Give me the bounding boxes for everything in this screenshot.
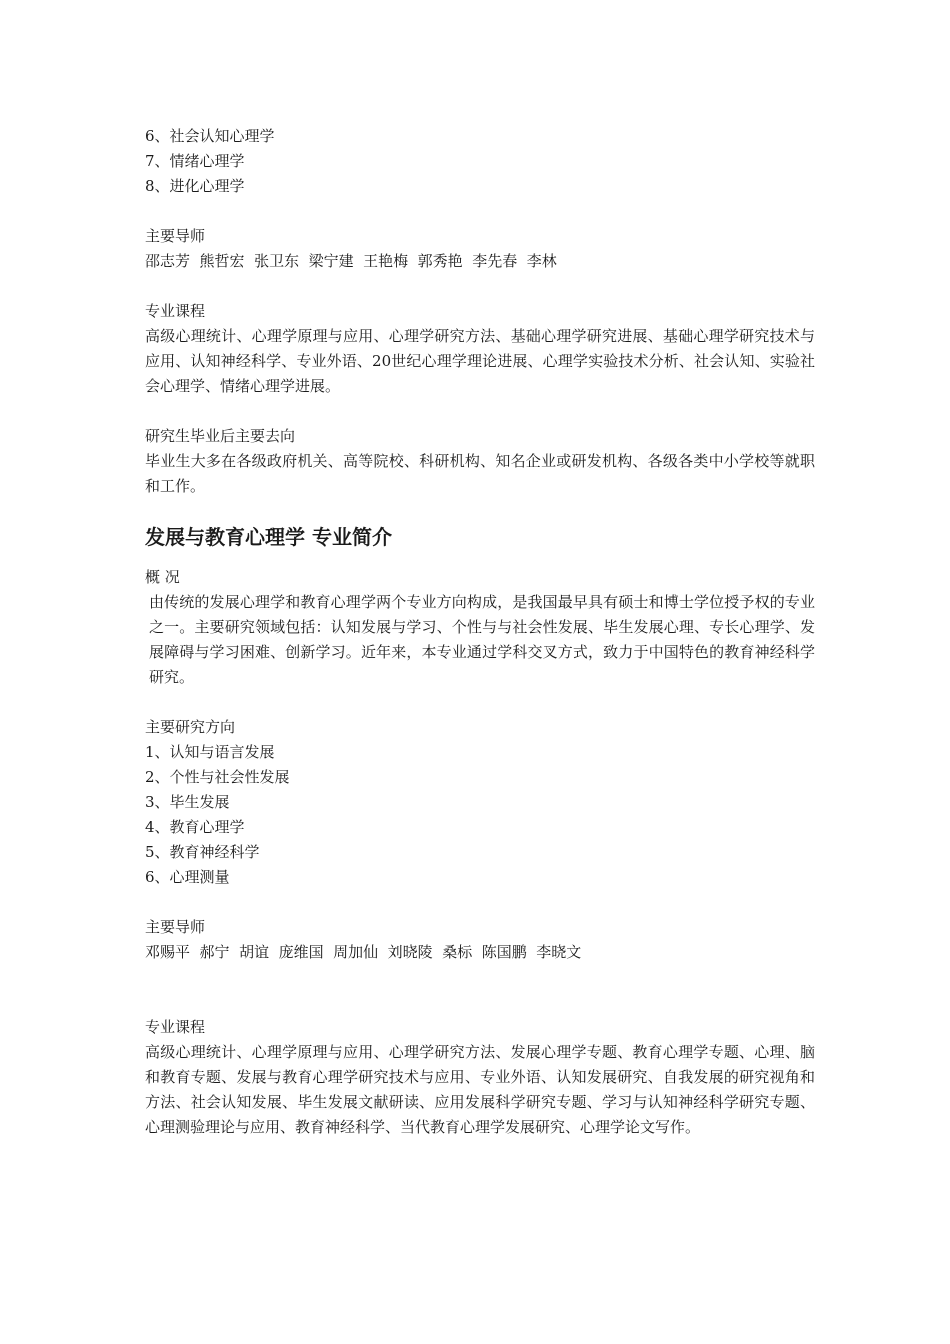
overview-text: 由传统的发展心理学和教育心理学两个专业方向构成，是我国最早具有硕士和博士学位授予权的专业之一。主要研究领域包括：认知发展与学习、个性与与社会性发展、毕生发展心理、专长心理学、发展障碍与学习困难、创新学习。近年来，本专业通过学科交叉方式，致力于中国特色的教育神经科学研究。	[149, 593, 815, 686]
section-heading: 发展与教育心理学 专业简介	[145, 525, 392, 549]
direction-item: 5、教育神经科学	[145, 843, 260, 861]
direction-item: 6、社会认知心理学	[145, 127, 275, 145]
advisors-title: 主要导师	[145, 918, 206, 936]
overview-title: 概 况	[145, 568, 180, 586]
courses-title: 专业课程	[145, 1018, 206, 1036]
direction-item: 3、毕生发展	[145, 793, 230, 811]
advisors-title: 主要导师	[145, 227, 206, 245]
career-title: 研究生毕业后主要去向	[145, 427, 296, 445]
direction-item: 4、教育心理学	[145, 818, 245, 836]
direction-item: 1、认知与语言发展	[145, 743, 275, 761]
direction-item: 7、情绪心理学	[145, 152, 245, 170]
advisors-list: 邵志芳 熊哲宏 张卫东 梁宁建 王艳梅 郭秀艳 李先春 李林	[145, 252, 557, 270]
direction-item: 2、个性与社会性发展	[145, 768, 290, 786]
courses-title: 专业课程	[145, 302, 206, 320]
career-text: 毕业生大多在各级政府机关、高等院校、科研机构、知名企业或研发机构、各级各类中小学校等就职和工作。	[145, 452, 815, 495]
direction-item: 6、心理测量	[145, 868, 230, 886]
directions-title: 主要研究方向	[145, 718, 236, 736]
courses-text: 高级心理统计、心理学原理与应用、心理学研究方法、基础心理学研究进展、基础心理学研究技术与应用、认知神经科学、专业外语、20世纪心理学理论进展、心理学实验技术分析、社会认知、实验社会心理学、情绪心理学进展。	[145, 327, 815, 395]
direction-item: 8、进化心理学	[145, 177, 245, 195]
advisors-list: 邓赐平 郝宁 胡谊 庞维国 周加仙 刘晓陵 桑标 陈国鹏 李晓文	[145, 943, 582, 961]
courses-text: 高级心理统计、心理学原理与应用、心理学研究方法、发展心理学专题、教育心理学专题、心理、脑和教育专题、发展与教育心理学研究技术与应用、专业外语、认知发展研究、自我发展的研究视角和方法、社会认知发展、毕生发展文献研读、应用发展科学研究专题、学习与认知神经科学研究专题、心理测验理论与应用、教育神经科学、当代教育心理学发展研究、心理学论文写作。	[145, 1043, 815, 1136]
document-page	[145, 124, 815, 1140]
